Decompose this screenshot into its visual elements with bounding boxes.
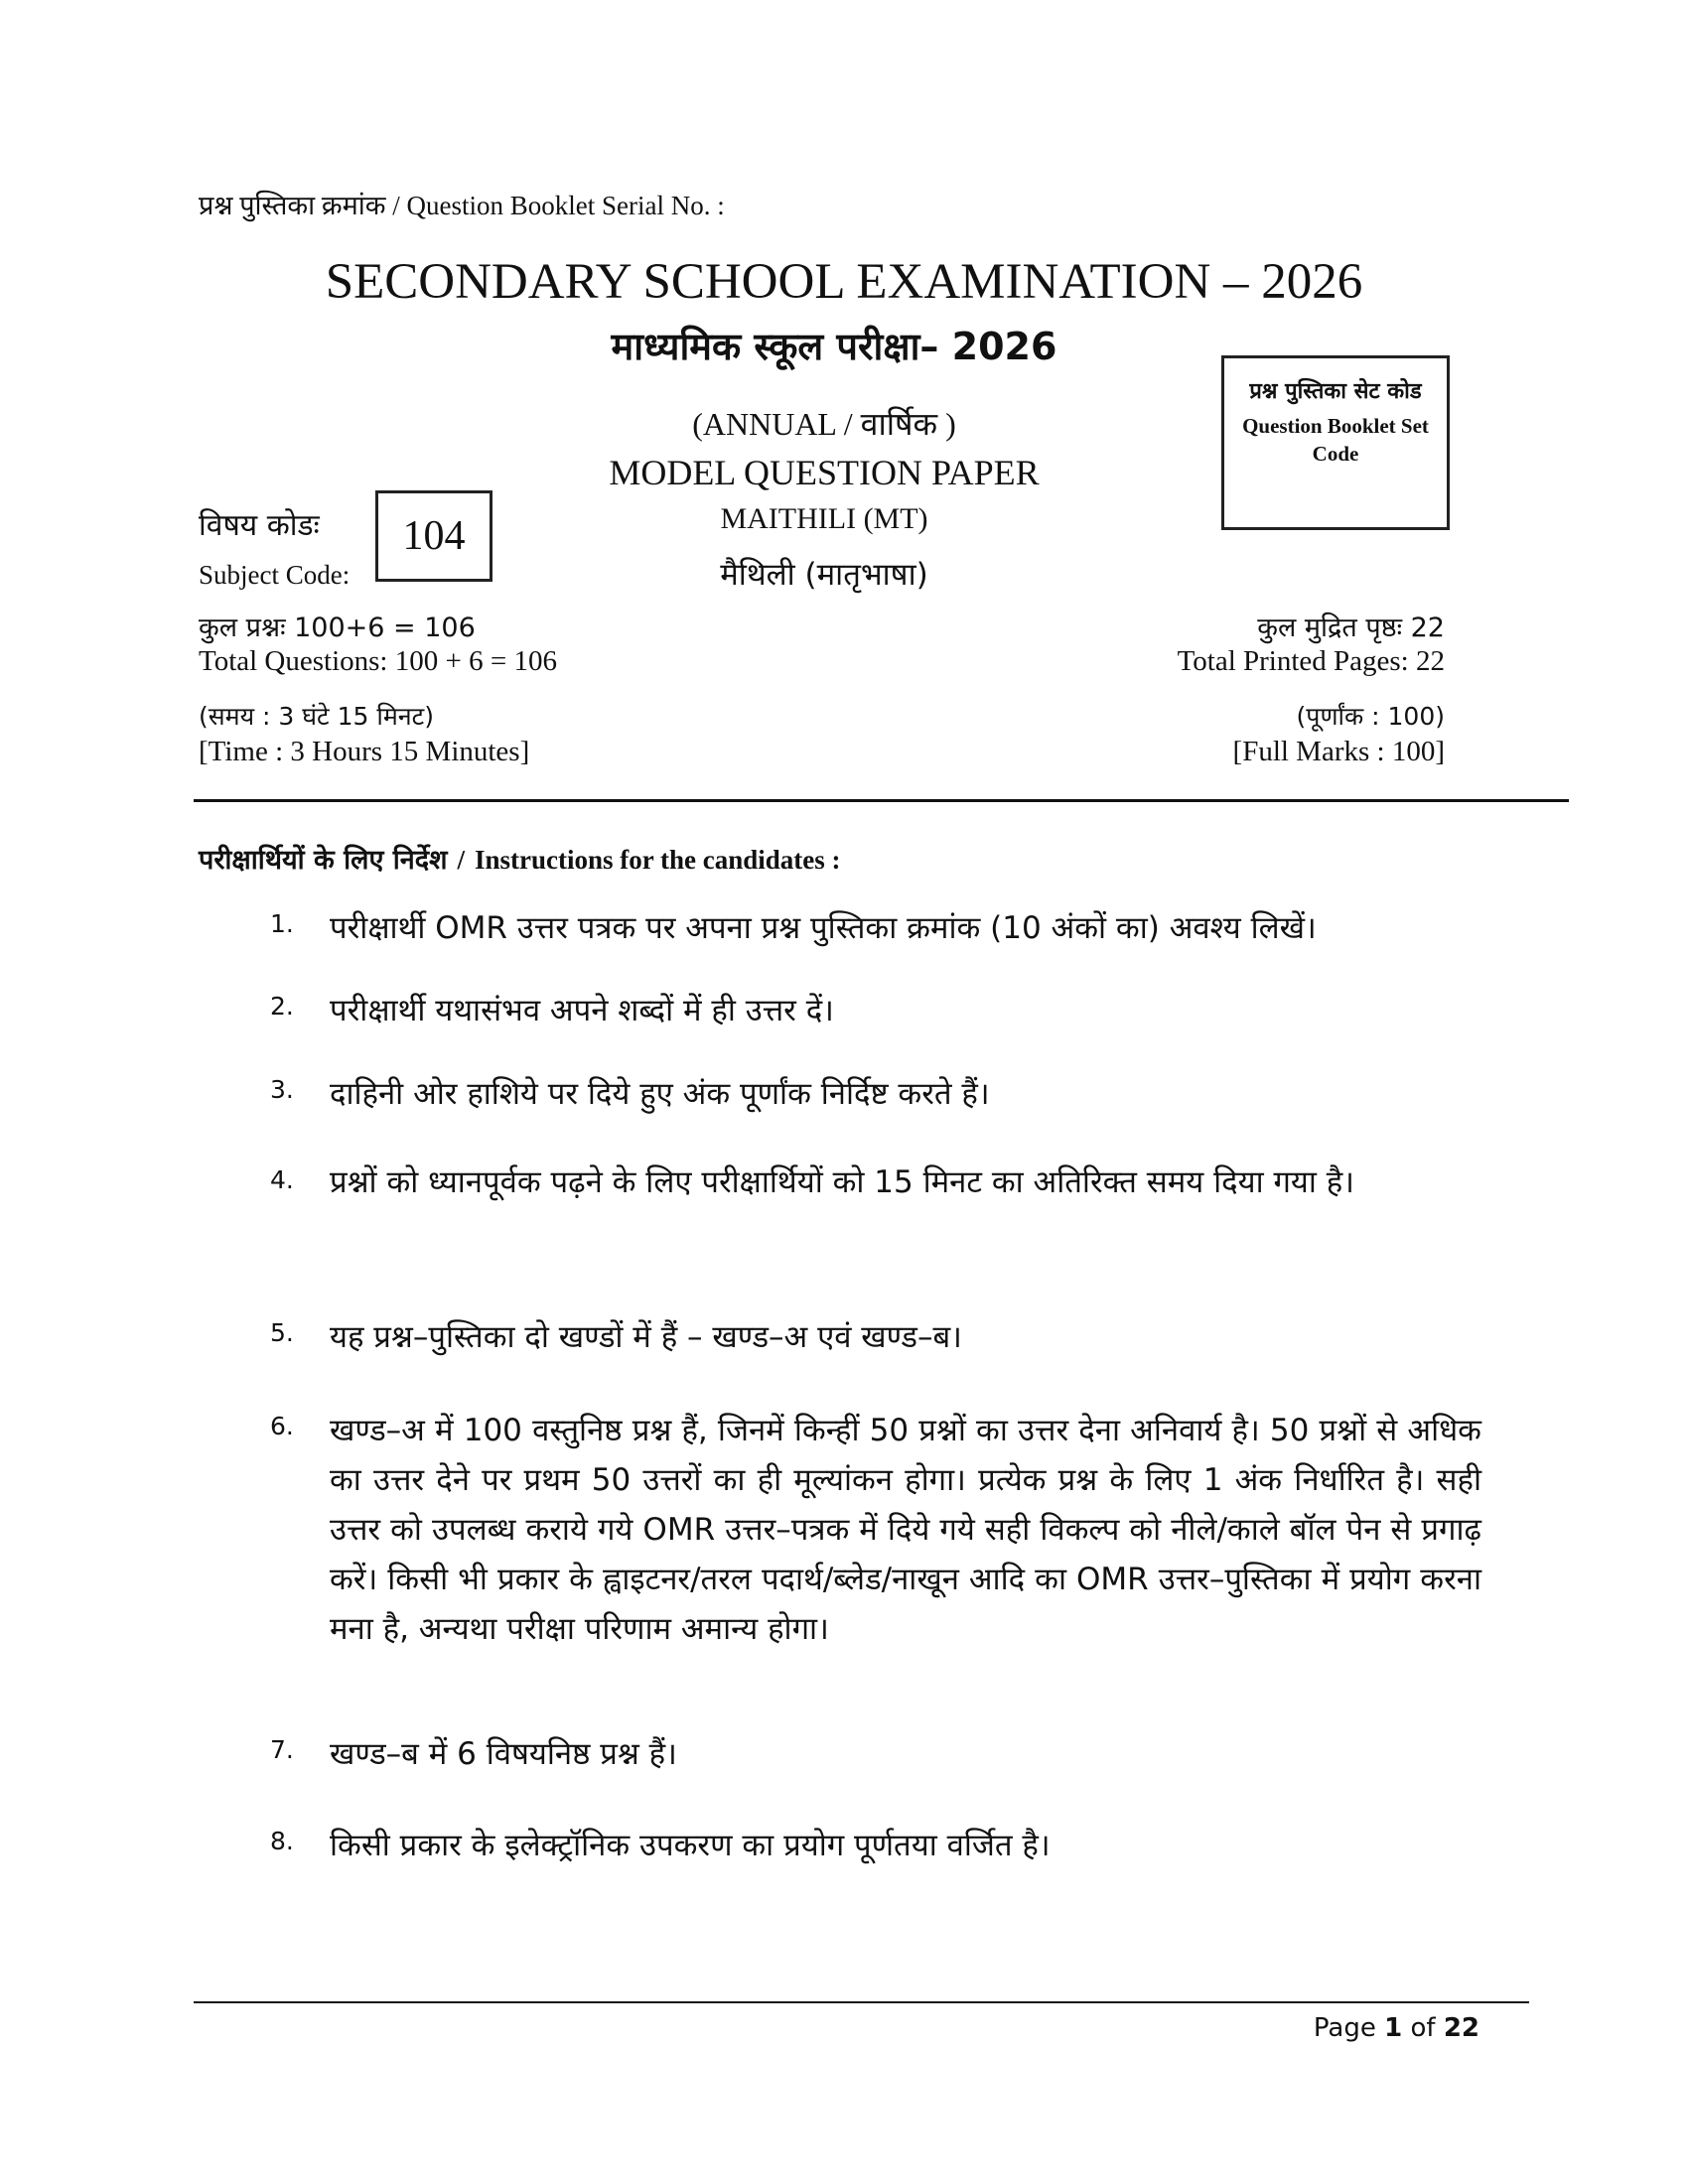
subject-code-label-hindi: विषय कोडः	[199, 508, 320, 543]
instruction-text: परीक्षार्थी यथासंभव अपने शब्दों में ही उत्तर दें।	[330, 993, 834, 1028]
instructions-heading-separator: /	[457, 845, 465, 875]
instruction-number: 1.	[270, 909, 294, 938]
instruction-number: 6.	[270, 1412, 294, 1440]
footer-divider	[194, 2001, 1529, 2003]
instructions-heading	[199, 840, 841, 877]
subject-name-english: MAITHILI (MT)	[720, 502, 928, 535]
page-current: 1	[1384, 2013, 1403, 2043]
serial-number-label: प्रश्न पुस्तिका क्रमांक / Question Booklet Serial No. :	[199, 191, 725, 220]
header-divider	[194, 799, 1569, 802]
full-marks-english: [Full Marks : 100]	[1232, 736, 1445, 767]
page-prefix: Page	[1313, 2013, 1376, 2043]
time-english: [Time : 3 Hours 15 Minutes]	[199, 736, 530, 767]
instruction-text: परीक्षार्थी OMR उत्तर पत्रक पर अपना प्रश्न पुस्तिका क्रमांक (10 अंकों का) अवश्य लिखें।	[330, 910, 1317, 946]
exam-title-hindi: माध्यमिक स्कूल परीक्षा– 2026	[611, 325, 1057, 368]
instruction-text: प्रश्नों को ध्यानपूर्वक पढ़ने के लिए परीक्षार्थियों को 15 मिनट का अतिरिक्त समय दिया गया है।	[330, 1164, 1354, 1200]
set-code-label-english: Question Booklet Set Code	[1242, 414, 1429, 466]
subject-name-hindi: मैथिली (मातृभाषा)	[720, 557, 928, 593]
instructions-heading-hindi: परीक्षार्थियों के लिए निर्देश	[199, 845, 448, 876]
page-number	[1314, 2013, 1479, 2043]
total-questions-hindi: कुल प्रश्नः 100+6 = 106	[199, 613, 476, 643]
time-hindi: (समय : 3 घंटे 15 मिनट)	[199, 702, 435, 731]
full-marks-hindi: (पूर्णांक : 100)	[1296, 702, 1445, 731]
model-paper-title: MODEL QUESTION PAPER	[609, 453, 1040, 492]
exam-title-english: SECONDARY SCHOOL EXAMINATION – 2026	[325, 254, 1363, 310]
total-pages-hindi: कुल मुद्रित पृष्ठः 22	[1257, 613, 1445, 643]
exam-type: (ANNUAL / वार्षिक )	[692, 406, 956, 442]
instruction-text: यह प्रश्न–पुस्तिका दो खण्डों में हैं – खण्ड–अ एवं खण्ड–ब।	[330, 1319, 962, 1355]
instruction-text: खण्ड–ब में 6 विषयनिष्ठ प्रश्न हैं।	[330, 1736, 677, 1772]
instruction-number: 7.	[270, 1735, 294, 1764]
instruction-text: दाहिनी ओर हाशिये पर दिये हुए अंक पूर्णांक निर्दिष्ट करते हैं।	[330, 1076, 990, 1112]
instruction-number: 4.	[270, 1165, 294, 1194]
instructions-heading-english: Instructions for the candidates :	[474, 845, 841, 875]
page-total: 22	[1443, 2013, 1479, 2043]
instruction-number: 8.	[270, 1827, 294, 1855]
instruction-number: 5.	[270, 1318, 294, 1347]
instruction-number: 3.	[270, 1075, 294, 1104]
subject-code-label-english: Subject Code:	[199, 560, 351, 590]
subject-code-box: 104	[375, 490, 492, 582]
total-pages-english: Total Printed Pages: 22	[1177, 645, 1445, 677]
instruction-text: किसी प्रकार के इलेक्ट्रॉनिक उपकरण का प्रयोग पूर्णतया वर्जित है।	[330, 1828, 1051, 1863]
total-questions-english: Total Questions: 100 + 6 = 106	[199, 645, 557, 677]
page-of: of	[1410, 2013, 1436, 2043]
set-code-label-hindi: प्रश्न पुस्तिका सेट कोड	[1249, 379, 1422, 404]
instruction-text: खण्ड–अ में 100 वस्तुनिष्ठ प्रश्न हैं, जिनमें किन्हीं 50 प्रश्नों का उत्तर देना अनिवार्य है। 50 प्रश्नों से अधिक का उत्तर देने पर प्रथम 50 उत्तरों का ही मूल्यांकन होगा। प्रत्येक प्रश्न के लिए 1 अंक निर्धारित है। सही उत्तर को उपलब्ध कराये गये OMR उत्तर–पत्रक में दिये गये सही विकल्प को नीले/काले बॉल पेन से प्रगाढ़ करें। किसी भी प्रकार के ह्वाइटनर/तरल पदार्थ/ब्लेड/नाखून आदि का OMR उत्तर–पुस्तिका में प्रयोग करना मना है, अन्यथा परीक्षा परिणाम अमान्य होगा।	[330, 1413, 1481, 1647]
instruction-number: 2.	[270, 992, 294, 1021]
